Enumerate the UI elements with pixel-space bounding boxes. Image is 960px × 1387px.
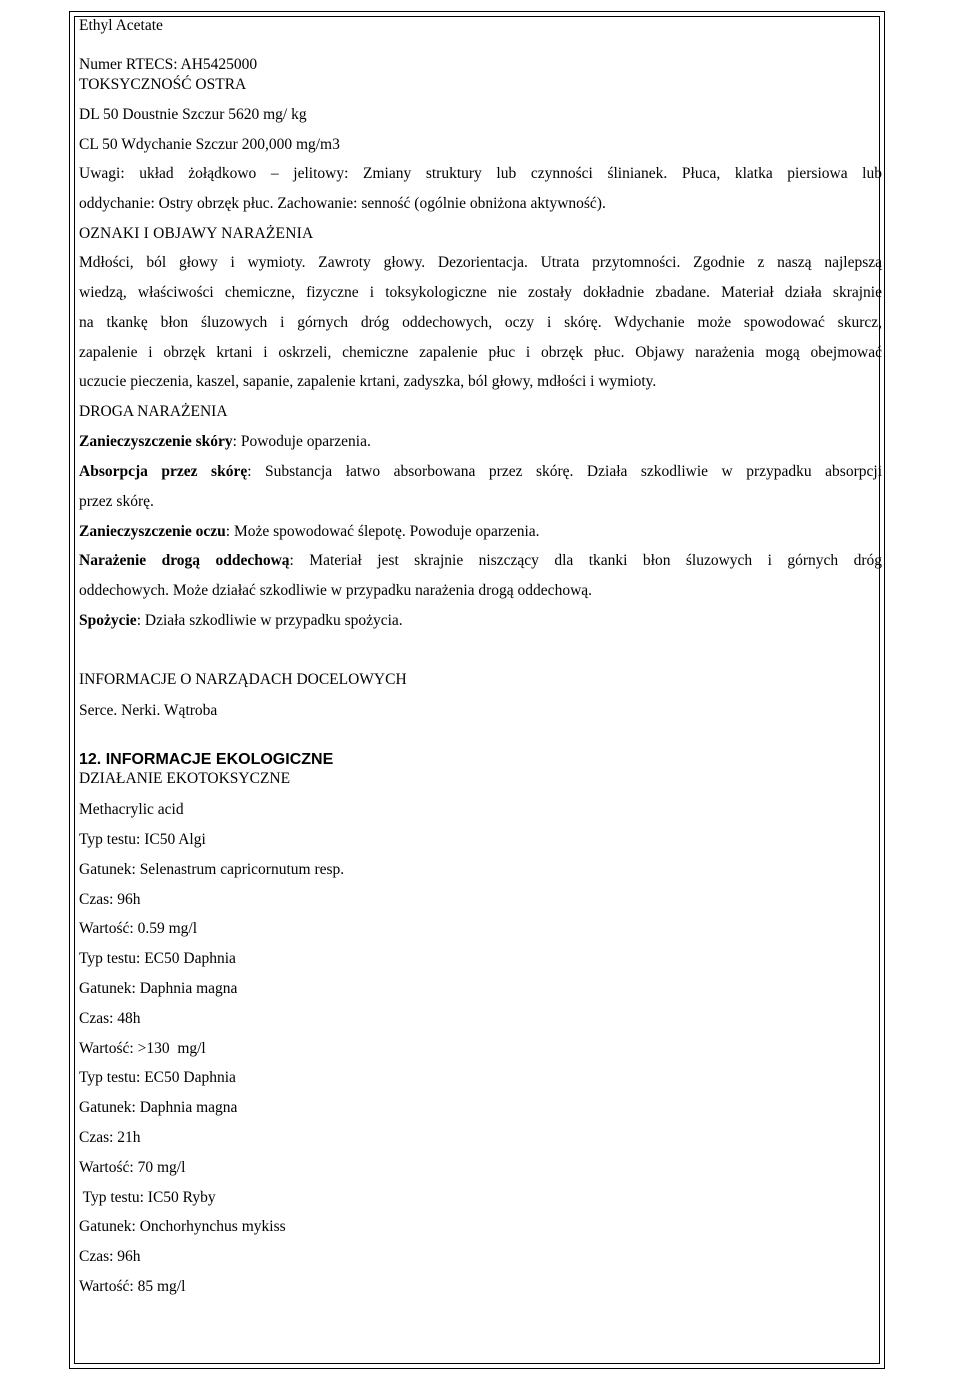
ecotoxicity-line: Typ testu: IC50 Algi	[79, 831, 206, 848]
ecotoxicity-line: Typ testu: EC50 Daphnia	[79, 950, 236, 968]
route-eye-label: Zanieczyszczenie oczu	[79, 523, 226, 540]
route-absorption-text: : Substancja łatwo absorbowana przez skórę. Działa szkodliwie w przypadku absorpcji	[247, 463, 882, 480]
ecotoxicity-line: Czas: 96h	[79, 890, 141, 908]
route-eye-text: : Może spowodować ślepotę. Powoduje oparzenia.	[225, 523, 540, 540]
ecotoxicity-heading: DZIAŁANIE EKOTOKSYCZNE	[79, 770, 291, 787]
page-border-outer	[69, 11, 885, 1369]
route-skin	[79, 432, 371, 452]
route-inhalation-label: Narażenie drogą oddechową	[79, 552, 290, 569]
ecotoxicity-line: Wartość: 85 mg/l	[79, 1278, 186, 1295]
route-inhalation-text: : Materiał jest skrajnie niszczący dla tkanki błon śluzowych i górnych dróg	[289, 552, 882, 569]
route-inhalation-line-1	[79, 551, 882, 571]
ecotoxicity-line: Gatunek: Selenastrum capricornutum resp.	[79, 860, 345, 878]
acute-toxicity-heading: TOKSYCZNOŚĆ OSTRA	[79, 76, 247, 93]
symptoms-line-2: wiedzą, właściwości chemiczne, fizyczne i toksykologiczne nie zostały dokładnie zbadane. Materiał działa skrajnie	[79, 284, 882, 301]
route-absorption-label: Absorpcja przez skórę	[79, 463, 248, 480]
symptoms-line-5: uczucie pieczenia, kaszel, sapanie, zapalenie krtani, zadyszka, ból głowy, mdłości i wymioty.	[79, 373, 657, 390]
route-ingestion-label: Spożycie	[79, 612, 137, 629]
symptoms-heading: OZNAKI I OBJAWY NARAŻENIA	[79, 225, 314, 242]
symptoms-line-3: na tkankę błon śluzowych i górnych dróg oddechowych, oczy i skórę. Wdychanie może spowodować skurcz,	[79, 314, 882, 331]
route-ingestion	[79, 611, 403, 631]
substance-name: Ethyl Acetate	[79, 17, 163, 34]
ecotoxicity-line: Typ testu: EC50 Daphnia	[79, 1069, 236, 1087]
ecotoxicity-line: Wartość: 0.59 mg/l	[79, 920, 197, 938]
ecotoxicity-line: Typ testu: IC50 Ryby	[79, 1188, 216, 1206]
route-inhalation-line-2: oddechowych. Może działać szkodliwie w przypadku narażenia drogą oddechową.	[79, 582, 593, 599]
ecotoxicity-line: Gatunek: Daphnia magna	[79, 1099, 238, 1117]
rtecs-number: Numer RTECS: AH5425000	[79, 56, 258, 73]
symptoms-line-4: zapalenie i obrzęk krtani i oskrzeli, chemiczne zapalenie płuc i obrzęk płuc. Objawy narażenia mogą obejmować	[79, 344, 882, 361]
ecotoxicity-line: Gatunek: Onchorhynchus mykiss	[79, 1218, 286, 1236]
target-organs-text: Serce. Nerki. Wątroba	[79, 702, 218, 719]
route-absorption-line-1	[79, 462, 882, 482]
route-eye	[79, 522, 540, 542]
page-border-inner	[74, 16, 880, 1364]
ecotoxicity-line: Wartość: 70 mg/l	[79, 1158, 186, 1176]
route-ingestion-text: : Działa szkodliwie w przypadku spożycia.	[136, 612, 403, 629]
ecotoxicity-line: Czas: 48h	[79, 1009, 141, 1027]
ecology-section-title: 12. INFORMACJE EKOLOGICZNE	[79, 751, 334, 768]
ecotoxicity-line: Czas: 96h	[79, 1248, 141, 1266]
ecotoxicity-line: Gatunek: Daphnia magna	[79, 980, 238, 997]
ecology-substance: Methacrylic acid	[79, 801, 184, 818]
route-absorption-line-2: przez skórę.	[79, 493, 154, 510]
routes-heading: DROGA NARAŻENIA	[79, 403, 228, 420]
remarks-line-2: oddychanie: Ostry obrzęk płuc. Zachowanie: senność (ogólnie obniżona aktywność).	[79, 195, 606, 212]
ld50-line: DL 50 Doustnie Szczur 5620 mg/ kg	[79, 106, 307, 123]
symptoms-line-1: Mdłości, ból głowy i wymioty. Zawroty głowy. Dezorientacja. Utrata przytomności. Zgodnie z naszą najlepszą	[79, 254, 882, 271]
target-organs-heading: INFORMACJE O NARZĄDACH DOCELOWYCH	[79, 671, 407, 688]
ecotoxicity-line: Czas: 21h	[79, 1129, 141, 1146]
remarks-line-1: Uwagi: układ żołądkowo – jelitowy: Zmiany struktury lub czynności ślinianek. Płuca, klatka piersiowa lub	[79, 165, 882, 182]
ecotoxicity-line: Wartość: >130 mg/l	[79, 1039, 206, 1057]
route-skin-label: Zanieczyszczenie skóry	[79, 433, 233, 450]
route-skin-text: : Powoduje oparzenia.	[232, 433, 371, 450]
lc50-line: CL 50 Wdychanie Szczur 200,000 mg/m3	[79, 136, 340, 153]
